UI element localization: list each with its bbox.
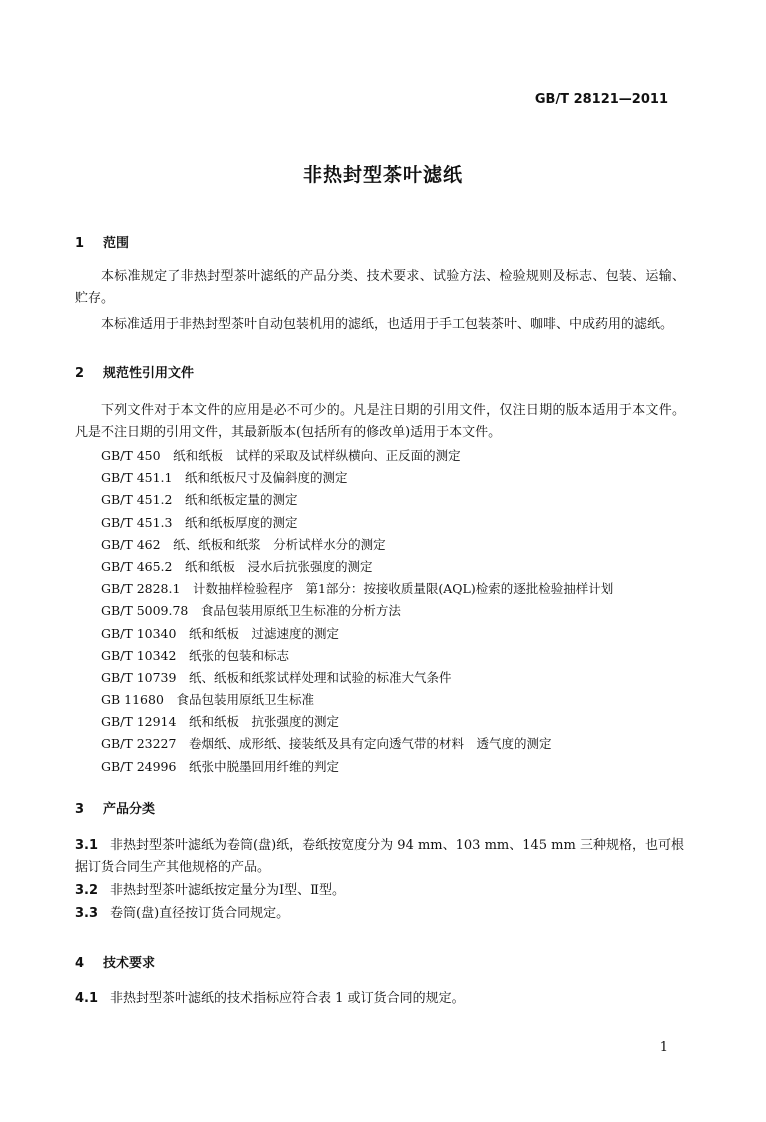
reference-item <box>101 512 613 534</box>
reference-title: 纸和纸板 抗张强度的测定 <box>188 714 339 730</box>
reference-item <box>101 445 613 467</box>
section-2-heading <box>75 362 194 381</box>
reference-item <box>101 756 613 778</box>
reference-code: GB/T 451.3 <box>101 514 173 530</box>
reference-item <box>101 556 613 578</box>
reference-item <box>101 578 613 600</box>
reference-title: 食品包装用原纸卫生标准的分析方法 <box>200 603 401 619</box>
reference-item <box>101 645 613 667</box>
reference-title: 纸、纸板和纸浆试样处理和试验的标准大气条件 <box>188 669 452 685</box>
reference-title: 纸和纸板 过滤速度的测定 <box>188 625 339 641</box>
clause-4-1 <box>75 988 465 1010</box>
section-number: 4 <box>75 956 85 971</box>
reference-code: GB/T 24996 <box>101 758 177 774</box>
page-number: 1 <box>659 1040 668 1055</box>
clause-number: 4.1 <box>75 991 99 1006</box>
clause-3-3 <box>75 903 289 925</box>
reference-item <box>101 667 613 689</box>
reference-title: 纸张的包装和标志 <box>188 647 289 663</box>
scope-paragraph-2: 本标准适用于非热封型茶叶自动包装机用的滤纸，也适用于手工包装茶叶、咖啡、中成药用的滤纸。 <box>101 317 674 332</box>
scope-paragraph-1: 本标准规定了非热封型茶叶滤纸的产品分类、技术要求、试验方法、检验规则及标志、包装、运输、贮存。 <box>75 269 685 306</box>
clause-number: 3.1 <box>75 838 99 853</box>
reference-title: 纸张中脱墨回用纤维的判定 <box>188 758 339 774</box>
reference-item <box>101 467 613 489</box>
reference-list <box>101 445 613 778</box>
reference-item <box>101 623 613 645</box>
clause-text: 非热封型茶叶滤纸为卷筒(盘)纸，卷纸按宽度分为 94 mm、103 mm、145 mm 三种规格，也可根据订货合同生产其他规格的产品。 <box>75 838 684 875</box>
reference-item <box>101 733 613 755</box>
section-title: 产品分类 <box>103 802 156 817</box>
reference-code: GB/T 462 <box>101 536 161 552</box>
section-number: 2 <box>75 366 85 381</box>
reference-code: GB/T 5009.78 <box>101 603 189 619</box>
section-title: 技术要求 <box>103 956 156 971</box>
reference-title: 纸和纸板 试样的采取及试样纵横向、正反面的测定 <box>173 448 461 463</box>
reference-item <box>101 489 613 511</box>
reference-title: 纸、纸板和纸浆 分析试样水分的测定 <box>173 536 386 552</box>
reference-title: 纸和纸板定量的测定 <box>185 492 298 508</box>
reference-code: GB 11680 <box>101 692 164 708</box>
reference-code: GB/T 451.1 <box>101 470 173 486</box>
clause-number: 3.3 <box>75 906 99 921</box>
section-3-heading <box>75 798 155 817</box>
reference-title: 纸和纸板尺寸及偏斜度的测定 <box>185 470 348 486</box>
document-title: 非热封型茶叶滤纸 <box>302 164 463 186</box>
reference-code: GB/T 10340 <box>101 625 177 641</box>
reference-code: GB/T 10342 <box>101 647 177 663</box>
clause-3-2 <box>75 880 345 902</box>
clause-text: 非热封型茶叶滤纸按定量分为Ⅰ型、Ⅱ型。 <box>110 883 346 898</box>
reference-code: GB/T 12914 <box>101 714 177 730</box>
reference-code: GB/T 10739 <box>101 669 177 685</box>
reference-code: GB/T 23227 <box>101 736 177 752</box>
reference-title: 食品包装用原纸卫生标准 <box>176 692 314 708</box>
reference-code: GB/T 451.2 <box>101 492 173 508</box>
section-title: 规范性引用文件 <box>103 366 195 381</box>
clause-number: 3.2 <box>75 883 99 898</box>
references-intro: 下列文件对于本文件的应用是必不可少的。凡是注日期的引用文件，仅注日期的版本适用于本文件。凡是不注日期的引用文件，其最新版本(包括所有的修改单)适用于本文件。 <box>75 403 685 440</box>
section-title: 范围 <box>103 236 130 251</box>
reference-title: 卷烟纸、成形纸、接装纸及具有定向透气带的材料 透气度的测定 <box>188 736 552 752</box>
section-number: 3 <box>75 802 85 817</box>
clause-text: 卷筒(盘)直径按订货合同规定。 <box>110 906 290 921</box>
reference-code: GB/T 2828.1 <box>101 581 181 597</box>
reference-item <box>101 689 613 711</box>
standard-number: GB/T 28121—2011 <box>534 92 668 107</box>
reference-title: 计数抽样检验程序 第1部分：按接收质量限(AQL)检索的逐批检验抽样计划 <box>192 581 614 597</box>
reference-title: 纸和纸板厚度的测定 <box>185 514 298 530</box>
reference-item <box>101 534 613 556</box>
clause-3-1 <box>75 835 687 879</box>
section-number: 1 <box>75 236 85 251</box>
reference-item <box>101 600 613 622</box>
clause-text: 非热封型茶叶滤纸的技术指标应符合表 1 或订货合同的规定。 <box>110 991 465 1006</box>
section-4-heading <box>75 952 155 971</box>
reference-code: GB/T 465.2 <box>101 558 173 574</box>
reference-item <box>101 711 613 733</box>
reference-title: 纸和纸板 浸水后抗张强度的测定 <box>185 558 373 574</box>
section-1-heading <box>75 232 129 251</box>
reference-code: GB/T 450 <box>101 448 161 463</box>
